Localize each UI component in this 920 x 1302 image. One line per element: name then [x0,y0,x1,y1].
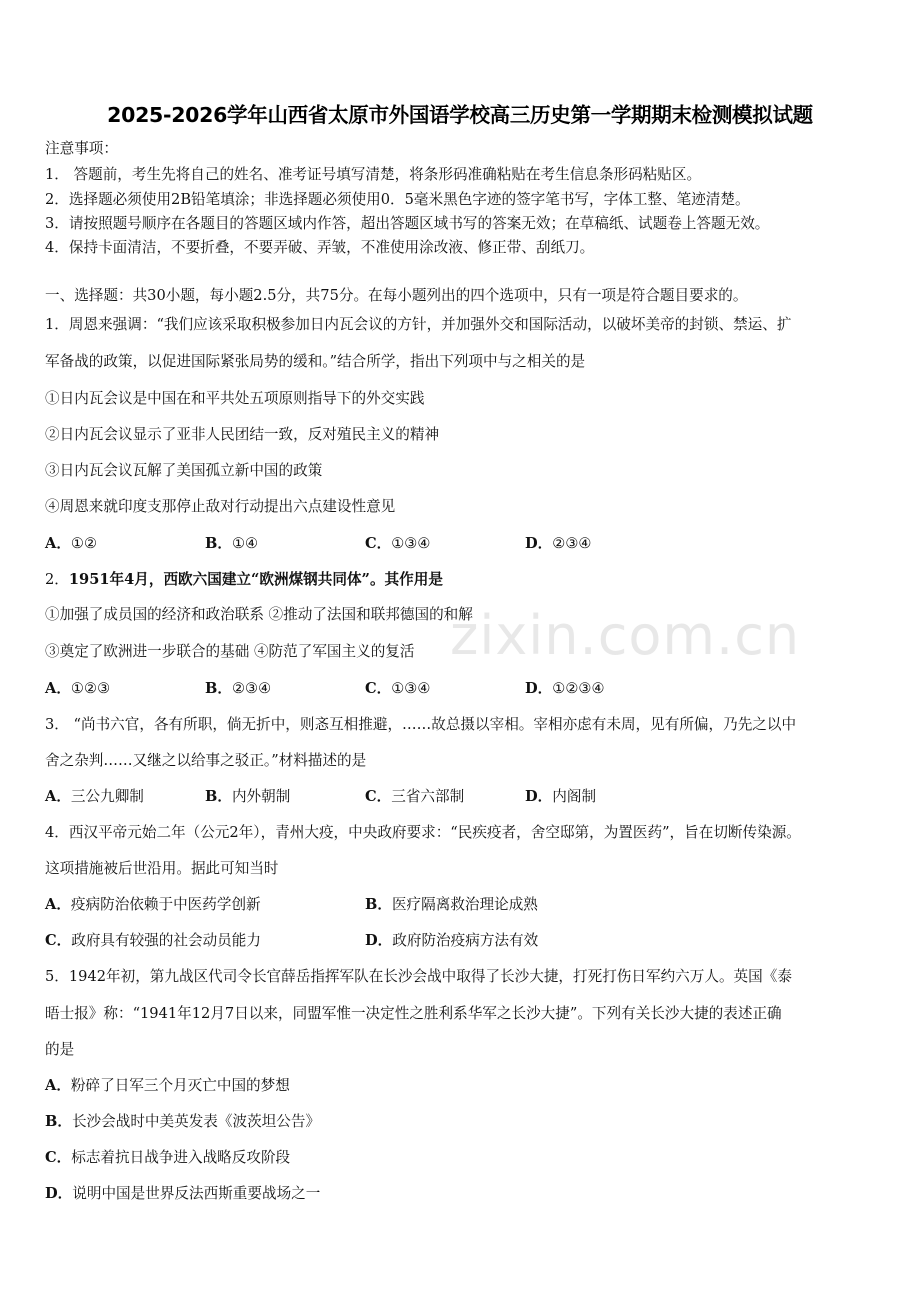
option-key: C． [45,932,72,949]
option-d[interactable] [525,785,596,806]
notice-item: 4．保持卡面清洁，不要折叠，不要弄破、弄皱，不准使用涂改液、修正带、刮纸刀。 [45,239,595,256]
option-text: 政府具有较强的社会动员能力 [71,932,261,949]
option-d[interactable] [365,929,538,950]
notice-item: 1． 答题前，考生先将自己的姓名、准考证号填写清楚，将条形码准确粘贴在考生信息条形码粘贴区。 [45,166,702,183]
question-number: 2． [45,571,69,588]
option-b[interactable] [205,532,258,553]
option-key: C． [365,535,392,552]
option-b[interactable] [205,785,290,806]
option-key: D． [45,1185,73,1202]
option-c[interactable] [365,532,430,553]
notice-item: 3．请按照题号顺序在各题目的答题区域内作答，超出答题区域书写的答案无效；在草稿纸、试题卷上答题无效。 [45,215,770,232]
option-text: ①② [70,535,98,552]
section-heading: 一、选择题：共30小题，每小题2.5分，共75分。在每小题列出的四个选项中，只有一项是符合题目要求的。 [45,287,748,304]
option-c[interactable] [45,929,261,950]
option-text: 长沙会战时中美英发表《波茨坦公告》 [71,1113,321,1130]
question-1-statement: ②日内瓦会议显示了亚非人民团结一致，反对殖民主义的精神 [45,426,440,443]
option-text: 内外朝制 [231,788,291,805]
option-text: ②③④ [231,680,272,697]
question-3-stem: 3． “尚书六官，各有所职，倘无折中，则忞互相推避，……故总摄以宰相。宰相亦虑有未周，见有所偏，乃先之以中 [45,716,797,733]
question-text: 1951年4月，西欧六国建立“欧洲煤钢共同体”。其作用是 [68,571,443,588]
question-5-stem: 5．1942年初，第九战区代司令长官薛岳指挥军队在长沙会战中取得了长沙大捷，打死打伤日军约六万人。英国《泰 [45,968,792,985]
question-1-statement: ③日内瓦会议瓦解了美国孤立新中国的政策 [45,462,323,479]
option-a[interactable] [45,532,97,553]
option-text: ①②③④ [552,680,605,697]
option-text: 内阁制 [552,788,597,805]
question-4-stem: 这项措施被后世沿用。据此可知当时 [45,860,279,877]
option-a[interactable] [45,893,261,914]
option-text: 三省六部制 [391,788,465,805]
option-key: A． [45,680,71,697]
question-1-statement: ①日内瓦会议是中国在和平共处五项原则指导下的外交实践 [45,390,425,407]
question-5-option-d[interactable] [45,1182,320,1203]
option-key: B． [205,788,232,805]
page-title: 2025-2026学年山西省太原市外国语学校高三历史第一学期期末检测模拟试题 [107,103,813,127]
question-3-stem: 舍之杂判……又继之以给事之驳正。”材料描述的是 [45,752,367,769]
question-5-option-a[interactable] [45,1074,290,1095]
question-1-stem: 军备战的政策，以促进国际紧张局势的缓和。”结合所学，指出下列项中与之相关的是 [45,353,586,370]
option-text: 标志着抗日战争进入战略反攻阶段 [71,1149,291,1166]
option-b[interactable] [365,893,538,914]
watermark: zixin.com.cn [450,604,801,667]
option-key: B． [205,680,232,697]
option-key: A． [45,1077,71,1094]
option-c[interactable] [365,677,430,698]
option-c[interactable] [365,785,464,806]
option-text: ②③④ [552,535,592,552]
option-text: 医疗隔离救治理论成熟 [391,896,538,913]
option-key: D． [365,932,393,949]
option-text: 政府防治疫病方法有效 [392,932,539,949]
option-key: A． [45,535,71,552]
question-5-stem: 的是 [45,1041,75,1058]
option-text: ①③④ [391,535,431,552]
option-d[interactable] [525,677,605,698]
option-key: B． [365,896,392,913]
option-text: ①③④ [391,680,431,697]
option-key: C． [365,680,392,697]
question-4-stem: 4．西汉平帝元始二年（公元2年），青州大疫，中央政府要求：“民疾疫者，舍空邸第，为置医药”，旨在切断传染源。 [45,824,801,841]
option-key: A． [45,896,71,913]
option-text: 说明中国是世界反法西斯重要战场之一 [72,1185,321,1202]
option-a[interactable] [45,785,144,806]
question-1-statement: ④周恩来就印度支那停止敌对行动提出六点建设性意见 [45,498,396,515]
option-text: ①④ [231,535,259,552]
option-key: D． [525,535,553,552]
option-d[interactable] [525,532,592,553]
option-text: 疫病防治依赖于中医药学创新 [70,896,261,913]
option-key: B． [205,535,232,552]
option-b[interactable] [205,677,271,698]
option-text: ①②③ [70,680,111,697]
option-text: 三公九卿制 [70,788,144,805]
question-2-statement: ③奠定了欧洲进一步联合的基础 ④防范了军国主义的复活 [45,643,415,660]
question-5-option-c[interactable] [45,1146,290,1167]
option-key: C． [365,788,392,805]
option-key: A． [45,788,71,805]
question-1-stem: 1．周恩来强调：“我们应该采取积极参加日内瓦会议的方针，并加强外交和国际活动，以破坏美帝的封锁、禁运、扩 [45,316,792,333]
question-2-stem [45,568,443,589]
question-5-option-b[interactable] [45,1110,320,1131]
question-5-stem: 晤士报》称：“1941年12月7日以来，同盟军惟一决定性之胜利系华军之长沙大捷”。下列有关长沙大捷的表述正确 [45,1005,782,1022]
notice-item: 2．选择题必须使用2B铅笔填涂；非选择题必须使用0．5毫米黑色字迹的签字笔书写，字体工整、笔迹清楚。 [45,191,750,208]
notice-heading: 注意事项： [45,140,118,157]
option-key: C． [45,1149,72,1166]
option-key: D． [525,788,553,805]
option-a[interactable] [45,677,110,698]
question-2-statement: ①加强了成员国的经济和政治联系 ②推动了法国和联邦德国的和解 [45,606,473,623]
option-key: B． [45,1113,72,1130]
option-text: 粉碎了日军三个月灭亡中国的梦想 [70,1077,290,1094]
option-key: D． [525,680,553,697]
